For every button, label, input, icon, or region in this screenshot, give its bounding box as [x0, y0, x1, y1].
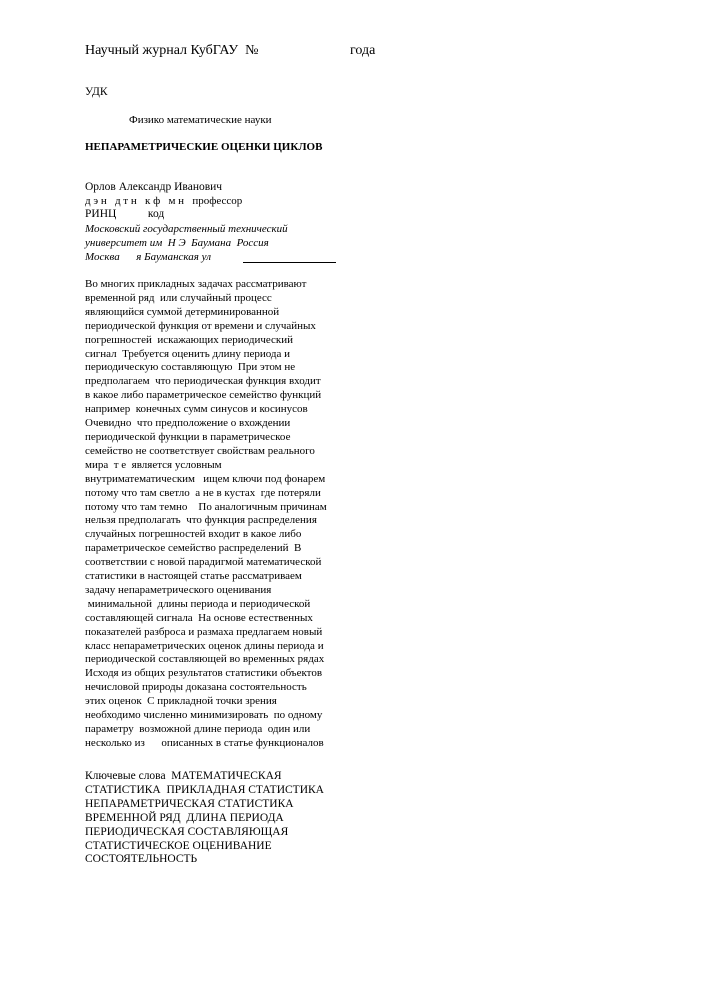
udk-label: УДК: [85, 86, 108, 98]
article-title: НЕПАРАМЕТРИЧЕСКИЕ ОЦЕНКИ ЦИКЛОВ: [85, 141, 323, 153]
abstract-line: являющийся суммой детерминированной: [85, 305, 280, 318]
abstract-line: составляющей сигнала На основе естественных: [85, 611, 313, 624]
rinc-code: РИНЦ код: [85, 208, 165, 220]
abstract-line: несколько из описанных в статье функционалов: [85, 736, 324, 749]
keywords-line: ВРЕМЕННОЙ РЯД ДЛИНА ПЕРИОДА: [85, 811, 284, 824]
abstract-line: нечисловой природы доказана состоятельность: [85, 681, 307, 694]
header-year: года: [350, 43, 376, 58]
abstract-line: мира т е является условным: [85, 458, 222, 471]
abstract-line: Исходя из общих результатов статистики объектов: [85, 667, 323, 680]
keywords-line: СОСТОЯТЕЛЬНОСТЬ: [85, 853, 198, 866]
abstract-line: случайных погрешностей входит в какое либо: [85, 528, 302, 541]
keywords-line: СТАТИСТИКА ПРИКЛАДНАЯ СТАТИСТИКА: [85, 783, 324, 796]
abstract-line: этих оценок С прикладной точки зрения: [85, 695, 277, 708]
abstract-line: периодической функция от времени и случайных: [85, 319, 316, 332]
abstract-line: периодическую составляющую При этом не: [85, 361, 296, 374]
abstract-line: например конечных сумм синусов и косинусов: [85, 403, 308, 416]
email-underline: [243, 262, 336, 263]
abstract-line: Во многих прикладных задачах рассматривают: [85, 278, 307, 290]
abstract-line: в какое либо параметрическое семейство функций: [85, 389, 322, 402]
keywords: [85, 770, 324, 867]
address-line: Москва я Бауманская ул: [85, 251, 212, 263]
abstract-line: задачу непараметрического оценивания: [85, 583, 272, 596]
affiliation-line-1: Московский государственный технический: [85, 223, 288, 235]
abstract-line: временной ряд или случайный процесс: [85, 291, 272, 304]
author-name: Орлов Александр Иванович: [85, 181, 223, 193]
abstract-line: нельзя предполагать что функция распределения: [85, 514, 317, 527]
abstract-line: Очевидно что предположение о вхождении: [85, 417, 291, 430]
abstract-line: периодической составляющей во временных рядах: [85, 653, 325, 666]
abstract-line: минимальной длины периода и периодической: [85, 597, 311, 610]
abstract-line: параметру возможной длине периода один или: [85, 723, 311, 735]
abstract-line: показателей разброса и размаха предлагаем новый: [85, 625, 323, 638]
abstract-line: предполагаем что периодическая функция входит: [85, 375, 321, 388]
abstract-line: внутриматематическим ищем ключи под фонарем: [85, 472, 326, 485]
abstract: [85, 278, 355, 751]
abstract-line: соответствии с новой парадигмой математической: [85, 556, 322, 569]
keywords-line: Ключевые слова МАТЕМАТИЧЕСКАЯ: [85, 770, 282, 782]
journal-header: Научный журнал КубГАУ №: [85, 43, 259, 58]
affiliation-line-2: университет им Н Э Баумана Россия: [85, 237, 269, 249]
abstract-line: класс непараметрических оценок длины периода и: [85, 639, 324, 652]
author-degrees: д э н д т н к ф м н профессор: [85, 195, 243, 207]
abstract-line: погрешностей искажающих периодический: [85, 333, 294, 346]
abstract-line: периодической функции в параметрическое: [85, 430, 291, 443]
keywords-line: ПЕРИОДИЧЕСКАЯ СОСТАВЛЯЮЩАЯ: [85, 825, 289, 838]
section-label: Физико математические науки: [129, 114, 272, 126]
abstract-line: статистики в настоящей статье рассматриваем: [85, 570, 302, 583]
keywords-line: СТАТИСТИЧЕСКОЕ ОЦЕНИВАНИЕ: [85, 839, 272, 852]
abstract-line: сигнал Требуется оценить длину периода и: [85, 347, 291, 360]
abstract-line: потому что там светло а не в кустах где потеряли: [85, 486, 321, 499]
abstract-line: необходимо численно минимизировать по одному: [85, 709, 323, 722]
abstract-line: параметрическое семейство распределений В: [85, 542, 302, 555]
abstract-line: семейство не соответствует свойствам реального: [85, 444, 315, 457]
abstract-line: потому что там темно По аналогичным причинам: [85, 500, 327, 513]
keywords-line: НЕПАРАМЕТРИЧЕСКАЯ СТАТИСТИКА: [85, 797, 294, 810]
